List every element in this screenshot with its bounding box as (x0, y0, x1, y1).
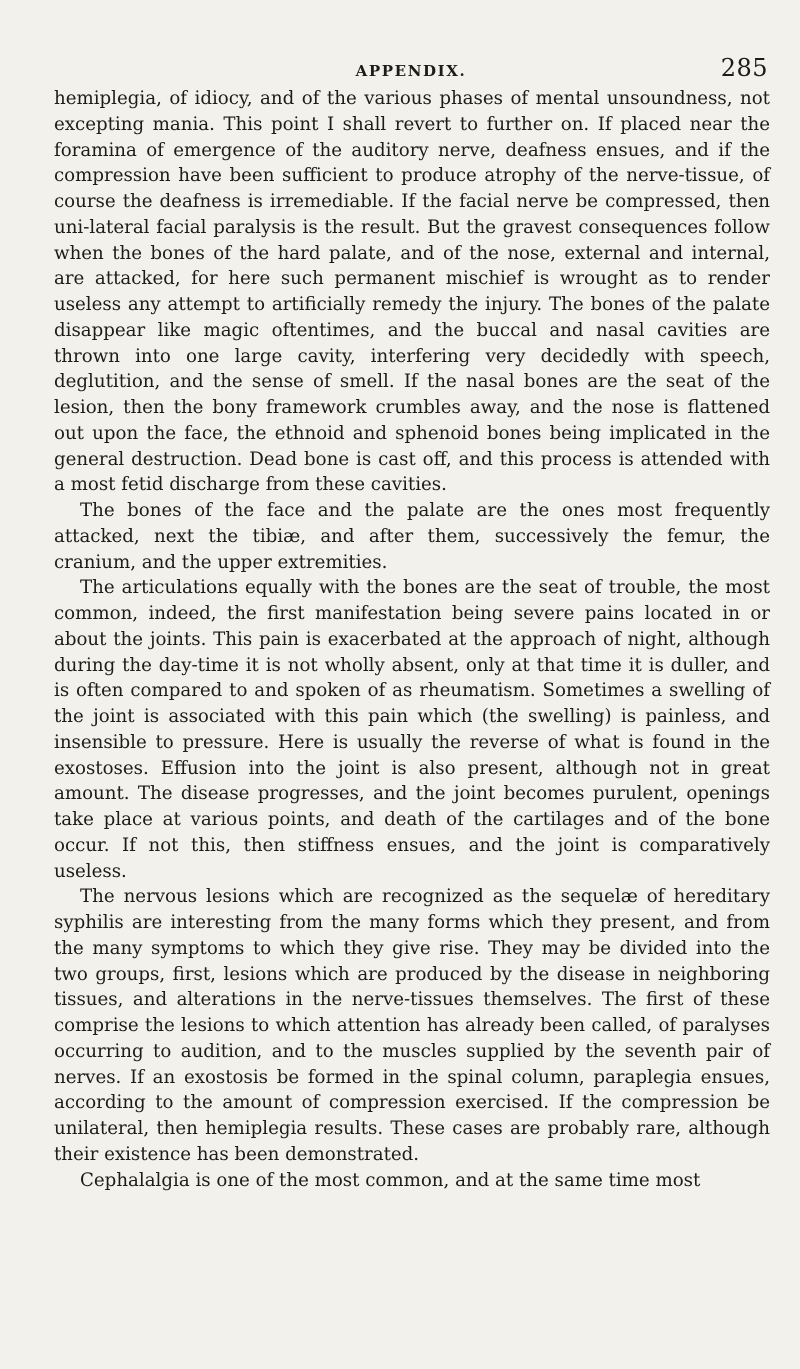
paragraph-cephalalgia: Cephalalgia is one of the most common, and at the same time most (80, 1169, 701, 1191)
page-number: 285 (720, 54, 768, 82)
paragraph-articulations: The articulations equally with the bones are the seat of trouble, the most common, indeed, the first manifestation being severe pains located in or about the joints. This pain is exacerbated at the approach of night, although during the day-time it is not wholly absent, only at that time it is duller, and is often compared to and spoken of as rheumatism. Sometimes a swelling of the joint is associated with this pain which (the swelling) is painless, and insensible to pressure. Here is usually the reverse of what is found in the exostoses. Effusion into the joint is also present, although not in great amount. The disease progresses, and the joint becomes purulent, openings take place at various points, and death of the cartilages and of the bone occur. If not this, then stiffness ensues, and the joint is comparatively useless. (54, 577, 770, 882)
paragraph-bones-frequency: The bones of the face and the palate are the ones most frequently attacked, next the tibiæ, and after them, successively the femur, the cranium, and the upper extremities. (54, 500, 770, 573)
paragraph-continuation: hemiplegia, of idiocy, and of the various phases of mental unsoundness, not excepting mania. This point I shall revert to further on. If placed near the foramina of emergence of the auditory nerve, deafness ensues, and if the compression have been sufficient to produce atrophy of the nerve-tissue, of course the deafness is irremediable. If the facial nerve be compressed, then uni-lateral facial paralysis is the result. But the gravest consequences follow when the bones of the hard palate, and of the nose, external and internal, are attacked, for here such permanent mischief is wrought as to render useless any attempt to artificially remedy the injury. The bones of the palate disappear like magic oftentimes, and the buccal and nasal cavities are thrown into one large cavity, interfering very decidedly with speech, deglutition, and the sense of smell. If the nasal bones are the seat of the lesion, then the bony framework crumbles away, and the nose is flattened out upon the face, the ethnoid and sphenoid bones being implicated in the general destruction. Dead bone is cast off, and this process is attended with a most fetid discharge from these cavities. (54, 88, 770, 496)
paragraph-nervous-lesions: The nervous lesions which are recognized as the sequelæ of hereditary syphilis are interesting from the many forms which they present, and from the many symptoms to which they give rise. They may be divided into the two groups, first, lesions which are produced by the disease in neighboring tissues, and alterations in the nerve-tissues themselves. The first of these comprise the lesions to which attention has already been called, of paralyses occurring to audition, and to the muscles supplied by the seventh pair of nerves. If an exostosis be formed in the spinal column, paraplegia ensues, according to the amount of compression exercised. If the compression be unilateral, then hemiplegia results. These cases are probably rare, although their existence has been demonstrated. (54, 886, 770, 1165)
text-body (54, 86, 770, 1193)
running-title: APPENDIX. (355, 62, 467, 80)
